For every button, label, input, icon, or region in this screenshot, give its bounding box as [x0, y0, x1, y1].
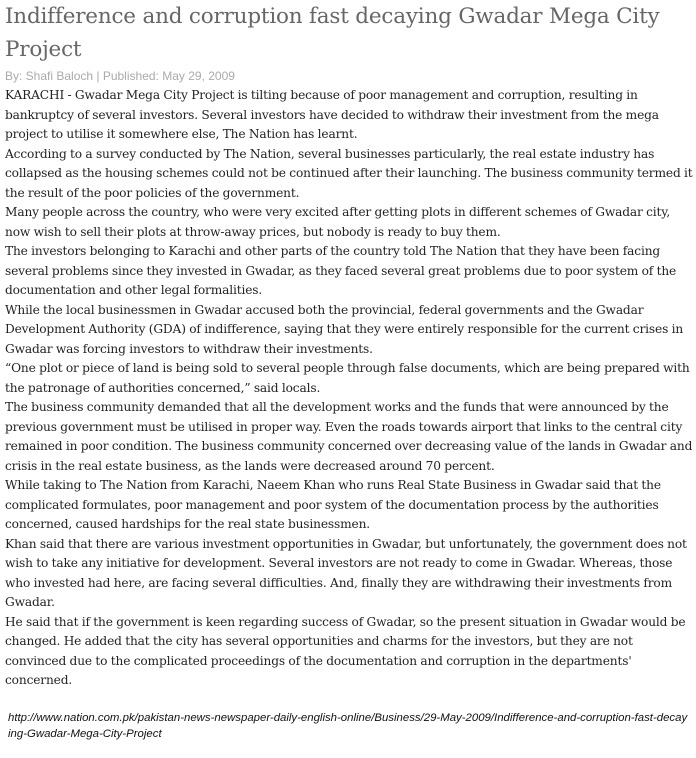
article-paragraph: According to a survey conducted by The Nation, several businesses particularly, the real estate industry has collapsed as the housing schemes could not be continued after their launching. The business community termed it the result of the poor policies of the government.: [5, 146, 693, 200]
article: [5, 0, 693, 691]
article-paragraph: While the local businessmen in Gwadar accused both the provincial, federal governments and the Gwadar Development Authority (GDA) of indifference, saying that they were entirely responsible for the current crises in Gwadar was forcing investors to withdraw their investments.: [5, 302, 684, 356]
article-paragraph: The investors belonging to Karachi and other parts of the country told The Nation that they have been facing several problems since they invested in Gwadar, as they faced several great problems due to poor system of the documentation and other legal formalities.: [5, 244, 677, 297]
article-byline: By: Shafi Baloch | Published: May 29, 2009: [5, 69, 235, 83]
article-paragraph: KARACHI - Gwadar Mega City Project is tilting because of poor management and corruption, resulting in bankruptcy of several investors. Several investors have decided to withdraw their investment from the mega project to utilise it somewhere else, The Nation has learnt.: [5, 88, 659, 141]
article-paragraph: The business community demanded that all the development works and the funds that were announced by the previous government must be utilised in proper way. Even the roads towards airport that links to the central city remained in poor condition. The business community concerned over decreasing value of the lands in Gwadar and crisis in the real estate business, as the lands were decreased around 70 percent.: [5, 400, 693, 473]
article-paragraph: “One plot or piece of land is being sold to several people through false documents, which are being prepared with the patronage of authorities concerned,” said locals.: [5, 361, 690, 395]
article-paragraph: While taking to The Nation from Karachi, Naeem Khan who runs Real State Business in Gwadar said that the complicated formulates, poor management and poor system of the documentation process by the authorities concerned, caused hardships for the real state businessmen.: [5, 478, 661, 531]
article-paragraph: He said that if the government is keen regarding success of Gwadar, so the present situation in Gwadar would be changed. He added that the city has several opportunities and charms for the investors, but they are not convinced due to the complicated proceedings of the documentation and corruption in the departments' concerned.: [5, 614, 686, 687]
article-paragraph: Khan said that there are various investment opportunities in Gwadar, but unfortunately, the government does not wish to take any initiative for development. Several investors are not ready to come in Gwadar. Whereas, those who invested had here, are facing several difficulties. And, finally they are withdrawing their investments from Gwadar.: [5, 536, 687, 609]
article-paragraph: Many people across the country, who were very excited after getting plots in different schemes of Gwadar city, now wish to sell their plots at throw-away prices, but nobody is ready to buy them.: [5, 205, 671, 239]
article-body: [5, 86, 693, 691]
source-url[interactable]: http://www.nation.com.pk/pakistan-news-newspaper-daily-english-online/Business/29-May-2009/Indifference-and-corruption-fast-decaying-Gwadar-Mega-City-Project: [8, 712, 688, 740]
article-title: Indifference and corruption fast decaying Gwadar Mega City Project: [5, 4, 660, 62]
